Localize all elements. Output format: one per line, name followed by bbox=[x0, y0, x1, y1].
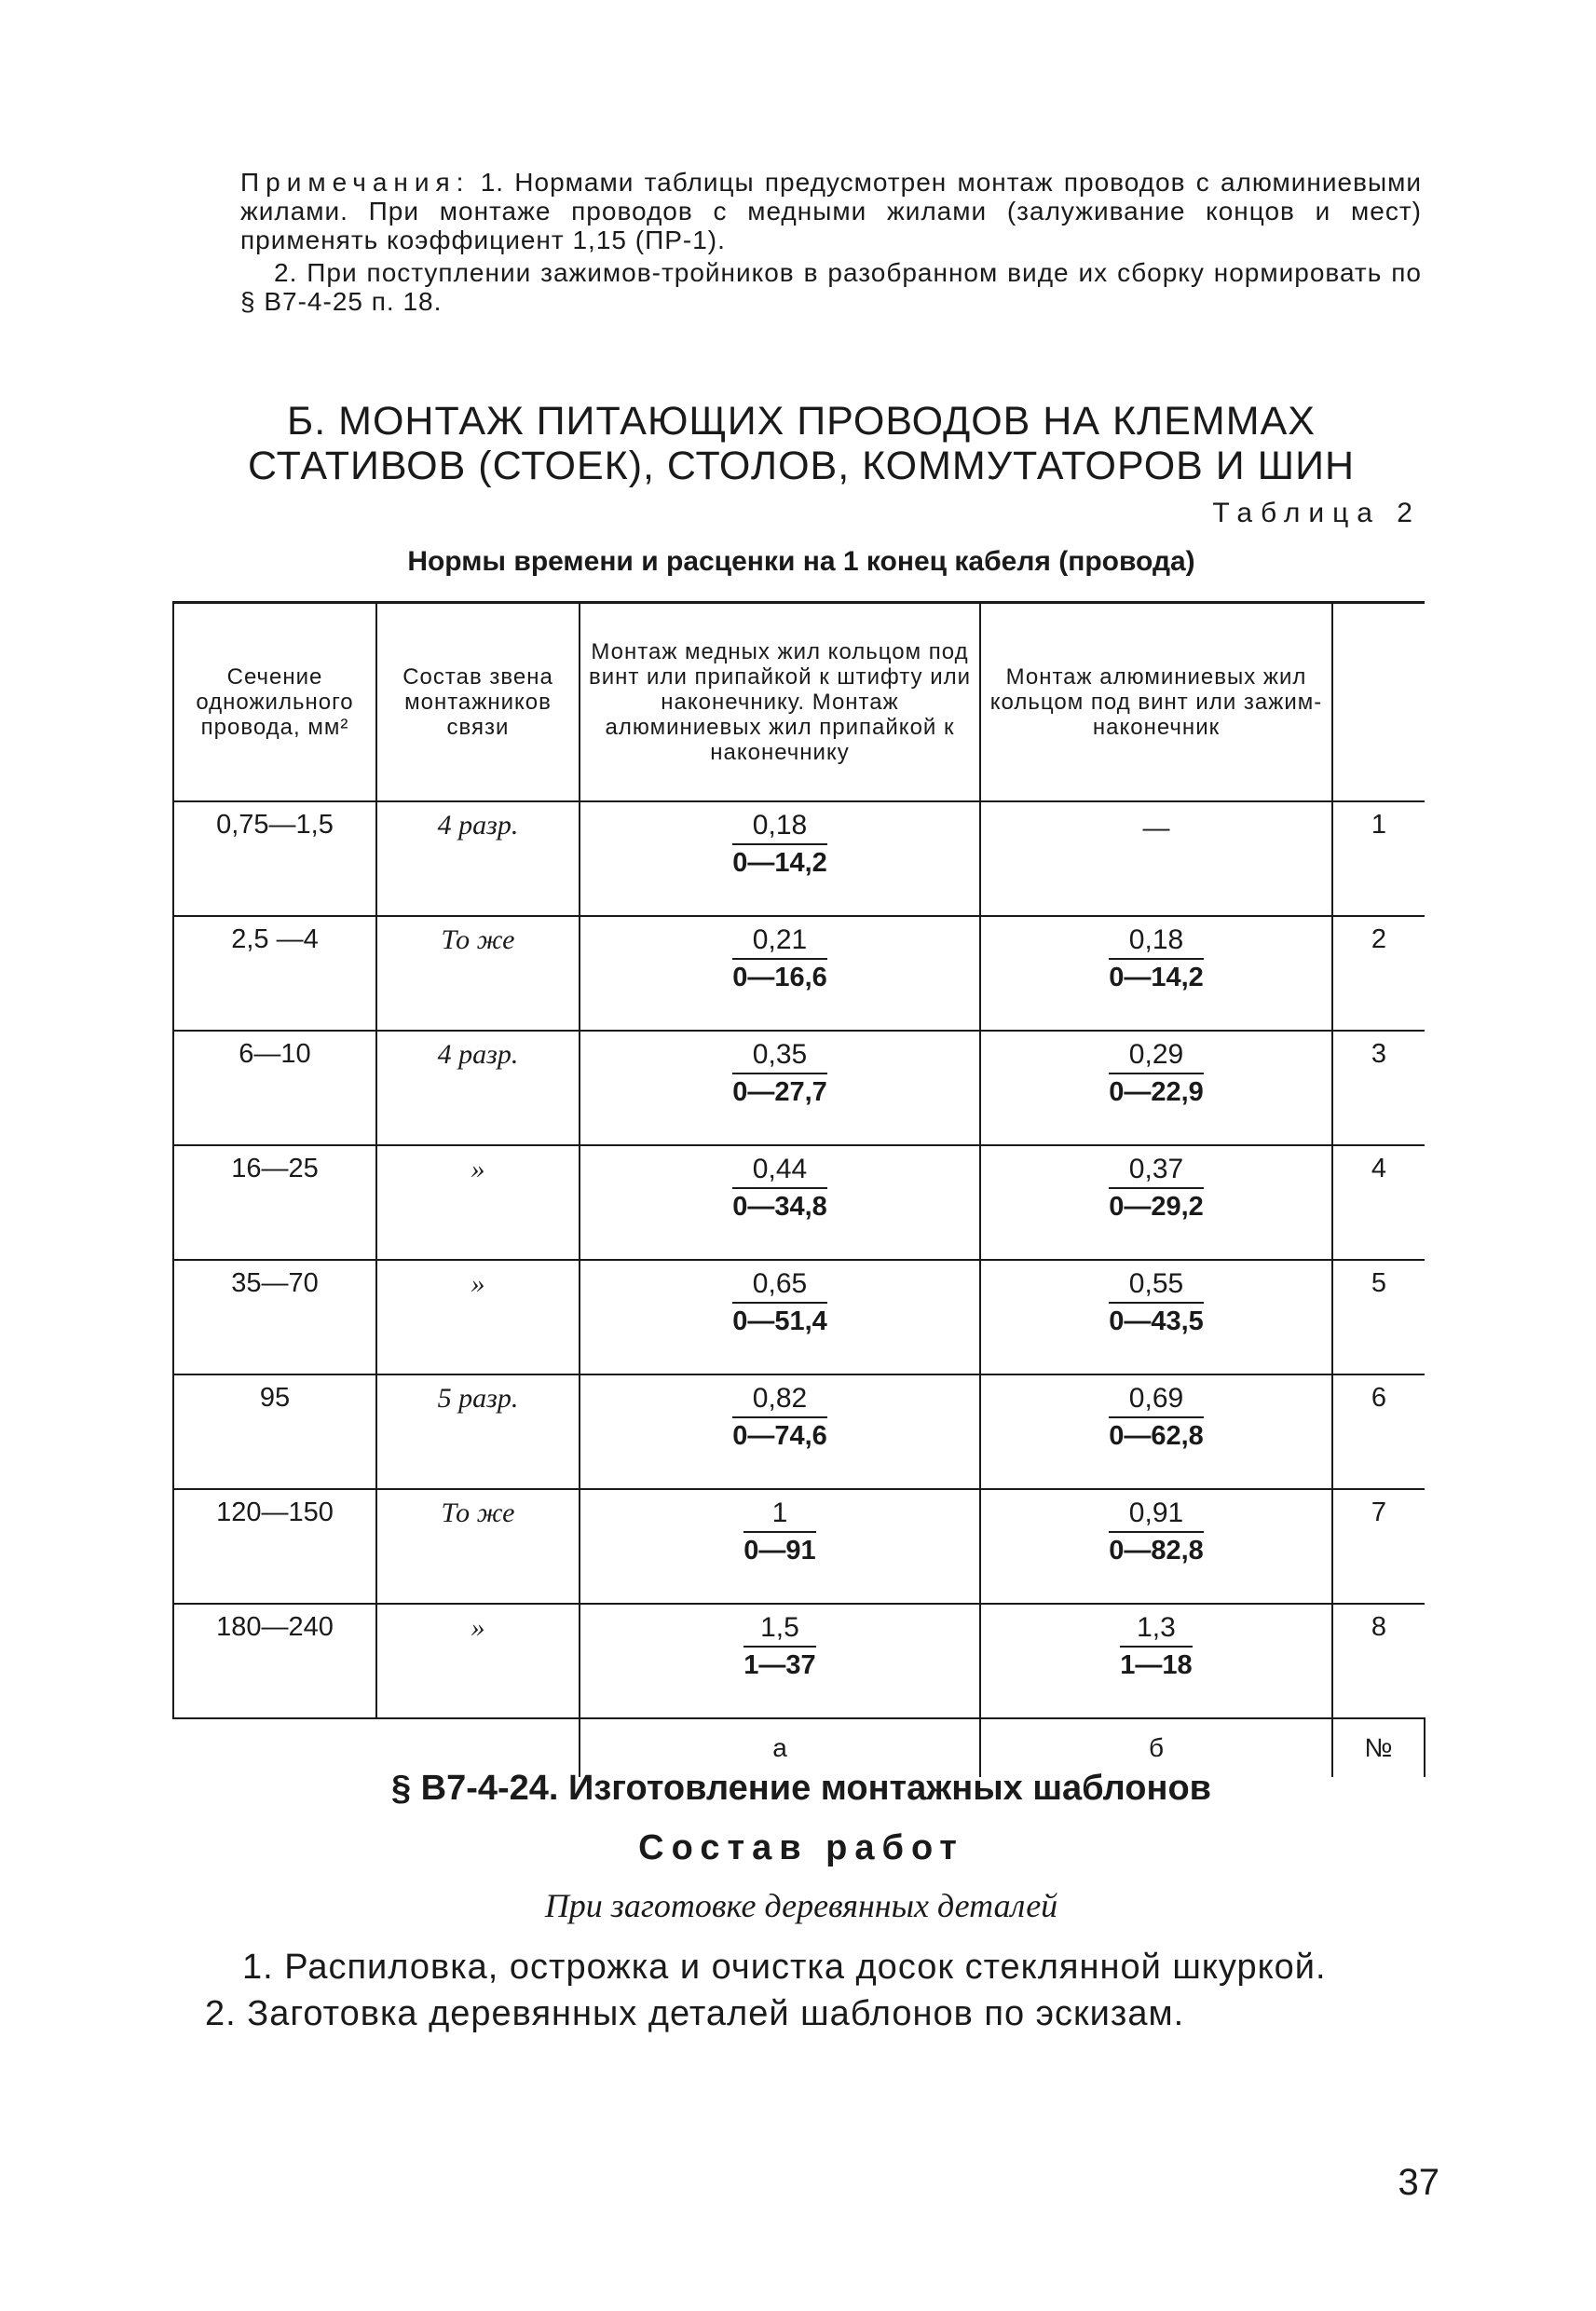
cell-section: 2,5 —4 bbox=[173, 916, 376, 1031]
price: 0—91 bbox=[743, 1536, 816, 1566]
cell-value-b bbox=[980, 1260, 1332, 1374]
cell-value-b bbox=[980, 1145, 1332, 1260]
table-header-row bbox=[173, 603, 1425, 802]
header-section: Сечение одножильного провода, мм² bbox=[173, 603, 376, 802]
cell-value-a bbox=[580, 801, 980, 916]
rate-fraction bbox=[1109, 1154, 1204, 1223]
work-list bbox=[205, 1944, 1453, 2037]
price: 0—29,2 bbox=[1109, 1192, 1204, 1222]
time-norm: 1,3 bbox=[1120, 1612, 1192, 1648]
time-norm: 0,29 bbox=[1109, 1039, 1204, 1074]
header-aluminum: Монтаж алюминиевых жил кольцом под винт или зажим-наконечник bbox=[980, 603, 1332, 802]
note-1 bbox=[240, 168, 1422, 254]
price: 0—16,6 bbox=[732, 963, 827, 992]
cell-row-number: 3 bbox=[1332, 1031, 1425, 1145]
footer-column-num: № bbox=[1332, 1718, 1425, 1777]
work-subtitle: При заготовке деревянных деталей bbox=[544, 1887, 1058, 1924]
cell-value-a bbox=[580, 1374, 980, 1489]
table-caption: Нормы времени и расценки на 1 конец кабеля (провода) bbox=[407, 546, 1195, 577]
cell-crew: » bbox=[376, 1604, 580, 1718]
cell-value-a bbox=[580, 1260, 980, 1374]
price: 0—27,7 bbox=[732, 1077, 827, 1107]
cell-crew: 5 разр. bbox=[376, 1374, 580, 1489]
page-number: 37 bbox=[1398, 2162, 1439, 2203]
rate-fraction bbox=[743, 1497, 815, 1566]
cell-section: 16—25 bbox=[173, 1145, 376, 1260]
cell-value-b bbox=[980, 1489, 1332, 1604]
cell-crew: » bbox=[376, 1145, 580, 1260]
cell-value-a bbox=[580, 1604, 980, 1718]
cell-crew: То же bbox=[376, 1489, 580, 1604]
rate-fraction bbox=[732, 1039, 827, 1108]
time-norm: 0,21 bbox=[732, 924, 827, 960]
work-title: Состав работ bbox=[638, 1828, 964, 1867]
norms-table bbox=[172, 601, 1425, 1777]
rate-fraction bbox=[732, 810, 827, 879]
table-row bbox=[173, 916, 1425, 1031]
price: 0—14,2 bbox=[732, 848, 827, 878]
note-1-text: 1. Нормами таблицы предусмотрен монтаж проводов с алюминиевыми жилами. При монтаже проводов с медными жилами (залуживание концов и мест) применять коэффициент 1,15 (ПР-1). bbox=[240, 168, 1422, 254]
price: 0—34,8 bbox=[732, 1192, 827, 1222]
cell-row-number: 1 bbox=[1332, 801, 1425, 916]
header-copper: Монтаж медных жил кольцом под винт или припайкой к штифту или наконечнику. Монтаж алюминиевых жил припайкой к наконечнику bbox=[580, 603, 980, 802]
cell-row-number: 6 bbox=[1332, 1374, 1425, 1489]
cell-section: 6—10 bbox=[173, 1031, 376, 1145]
cell-row-number: 5 bbox=[1332, 1260, 1425, 1374]
time-norm: 0,18 bbox=[1109, 924, 1204, 960]
time-norm: 0,44 bbox=[732, 1154, 827, 1189]
table-row bbox=[173, 1374, 1425, 1489]
heading-line-1: Б. МОНТАЖ ПИТАЮЩИХ ПРОВОДОВ НА КЛЕММАХ bbox=[287, 399, 1316, 444]
price: 0—62,8 bbox=[1109, 1421, 1204, 1451]
work-item: 2. Заготовка деревянных деталей шаблонов по эскизам. bbox=[205, 1994, 1185, 2033]
footer-column-a: а bbox=[580, 1718, 980, 1777]
cell-crew: » bbox=[376, 1260, 580, 1374]
cell-section: 35—70 bbox=[173, 1260, 376, 1374]
table-row bbox=[173, 1604, 1425, 1718]
heading-line-2: СТАТИВОВ (СТОЕК), СТОЛОВ, КОММУТАТОРОВ И ШИН bbox=[247, 444, 1356, 488]
time-norm: 0,69 bbox=[1109, 1383, 1204, 1418]
cell-value-a bbox=[580, 1031, 980, 1145]
rate-fraction bbox=[1120, 1612, 1192, 1681]
rate-fraction bbox=[1109, 1383, 1204, 1452]
cell-row-number: 8 bbox=[1332, 1604, 1425, 1718]
price: 0—14,2 bbox=[1109, 963, 1204, 992]
price: 0—51,4 bbox=[732, 1306, 827, 1336]
header-crew: Состав звена монтажников связи bbox=[376, 603, 580, 802]
rate-fraction bbox=[1109, 1268, 1204, 1337]
cell-value-b bbox=[980, 1604, 1332, 1718]
time-norm: 0,35 bbox=[732, 1039, 827, 1074]
rate-fraction bbox=[1109, 1039, 1204, 1108]
cell-section: 120—150 bbox=[173, 1489, 376, 1604]
table-row bbox=[173, 1031, 1425, 1145]
table-row bbox=[173, 1260, 1425, 1374]
table-label: Таблица 2 bbox=[1212, 498, 1421, 528]
price: 0—22,9 bbox=[1109, 1077, 1204, 1107]
price: 0—74,6 bbox=[732, 1421, 827, 1451]
rate-fraction bbox=[732, 1154, 827, 1223]
cell-value-b bbox=[980, 1031, 1332, 1145]
cell-value-a bbox=[580, 1145, 980, 1260]
price: 1—18 bbox=[1120, 1650, 1193, 1680]
section-title: § В7-4-24. Изготовление монтажных шаблонов bbox=[390, 1769, 1212, 1808]
header-number bbox=[1332, 603, 1425, 802]
cell-section: 95 bbox=[173, 1374, 376, 1489]
cell-section: 180—240 bbox=[173, 1604, 376, 1718]
time-norm: 1,5 bbox=[743, 1612, 815, 1648]
price: 0—43,5 bbox=[1109, 1306, 1204, 1336]
cell-value-b bbox=[980, 916, 1332, 1031]
rate-fraction bbox=[743, 1612, 815, 1681]
notes-label: Примечания: bbox=[240, 168, 471, 197]
time-norm: 0,65 bbox=[732, 1268, 827, 1304]
notes bbox=[240, 168, 1422, 316]
cell-value-b bbox=[980, 801, 1332, 916]
time-norm: 0,18 bbox=[732, 810, 827, 845]
cell-value-a bbox=[580, 916, 980, 1031]
price: 0—82,8 bbox=[1109, 1536, 1204, 1566]
rate-fraction bbox=[732, 1383, 827, 1452]
footer-column-b: б bbox=[980, 1718, 1332, 1777]
table-row bbox=[173, 801, 1425, 916]
cell-row-number: 4 bbox=[1332, 1145, 1425, 1260]
time-norm: 0,55 bbox=[1109, 1268, 1204, 1304]
cell-value-b bbox=[980, 1374, 1332, 1489]
cell-crew: 4 разр. bbox=[376, 801, 580, 916]
work-item: 1. Распиловка, острожка и очистка досок стеклянной шкуркой. bbox=[242, 1948, 1327, 1987]
cell-crew: 4 разр. bbox=[376, 1031, 580, 1145]
note-2: 2. При поступлении зажимов-тройников в разобранном виде их сборку нормировать по § В7-4-25 п. 18. bbox=[240, 258, 1422, 316]
time-norm: 0,91 bbox=[1109, 1497, 1204, 1533]
cell-row-number: 2 bbox=[1332, 916, 1425, 1031]
time-norm: 0,82 bbox=[732, 1383, 827, 1418]
rate-fraction bbox=[732, 924, 827, 993]
cell-row-number: 7 bbox=[1332, 1489, 1425, 1604]
price: 1—37 bbox=[743, 1650, 816, 1680]
cell-section: 0,75—1,5 bbox=[173, 801, 376, 916]
rate-fraction bbox=[1109, 924, 1204, 993]
table-row bbox=[173, 1145, 1425, 1260]
table-row bbox=[173, 1489, 1425, 1604]
section-heading bbox=[186, 399, 1416, 488]
cell-crew: То же bbox=[376, 916, 580, 1031]
rate-fraction bbox=[1109, 1497, 1204, 1566]
cell-value-a bbox=[580, 1489, 980, 1604]
rate-fraction bbox=[732, 1268, 827, 1337]
time-norm: 0,37 bbox=[1109, 1154, 1204, 1189]
time-norm: 1 bbox=[743, 1497, 815, 1533]
no-value: — bbox=[1142, 814, 1170, 843]
